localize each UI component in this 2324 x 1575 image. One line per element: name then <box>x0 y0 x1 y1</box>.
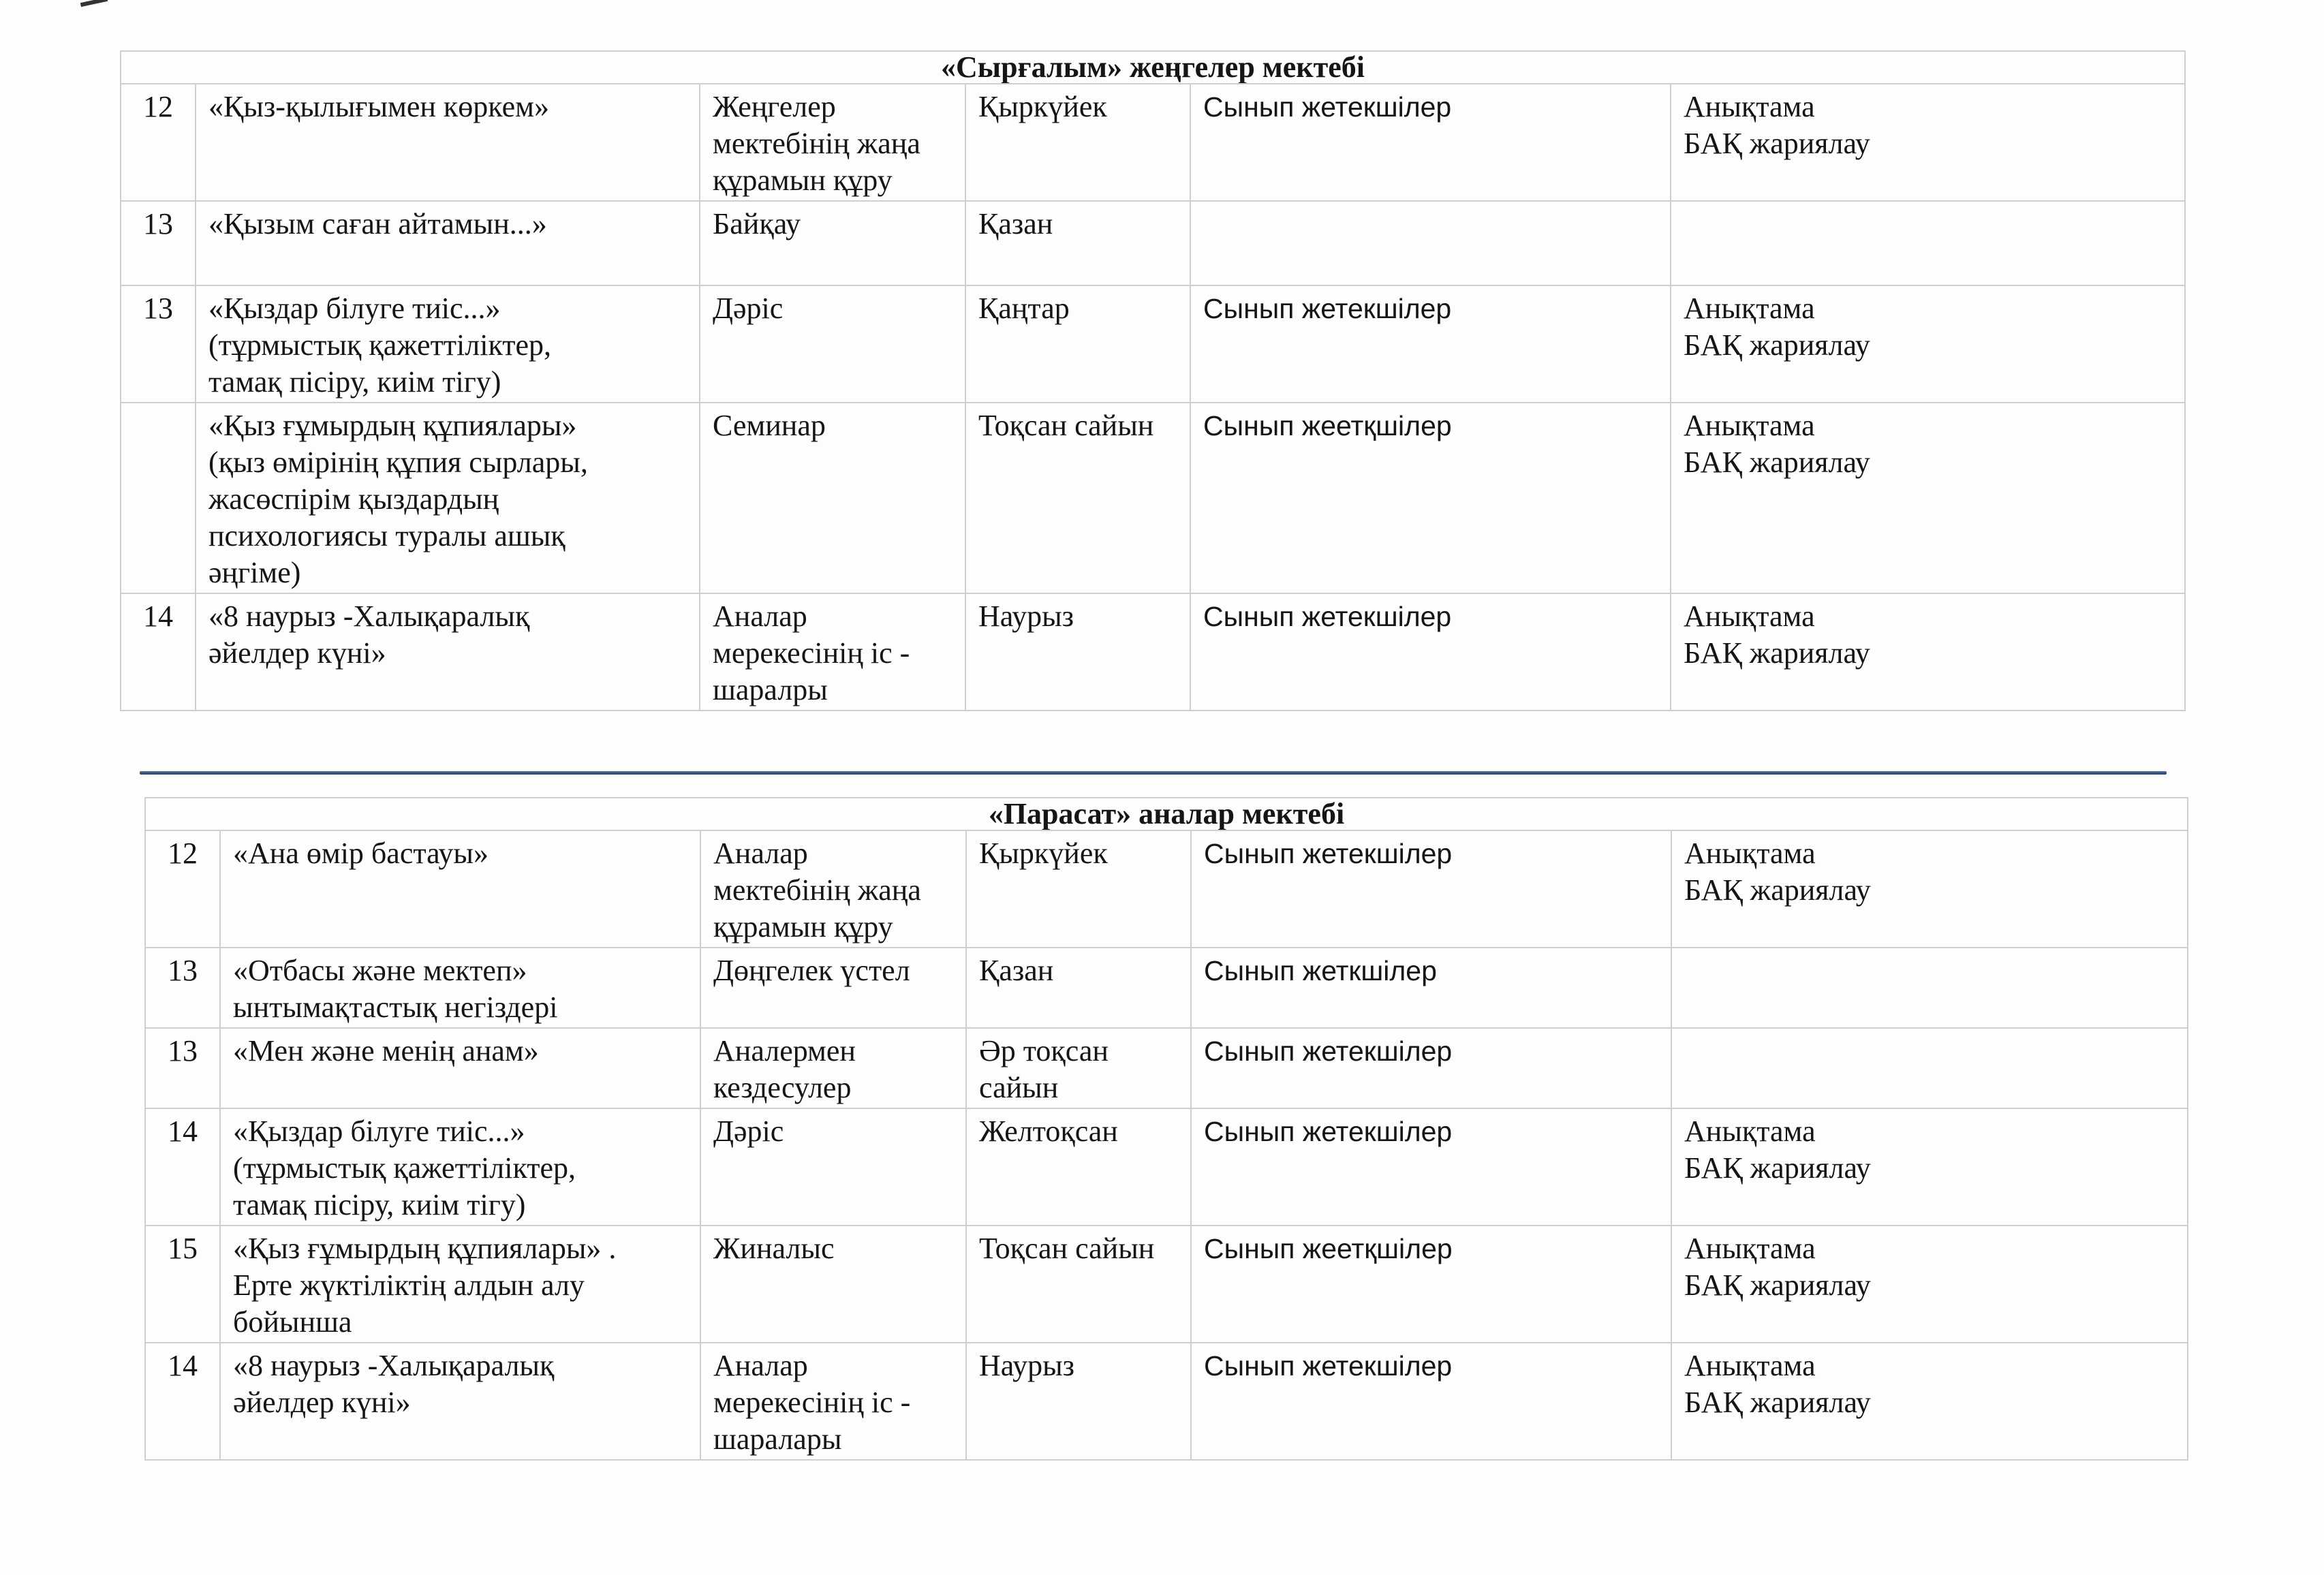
event-cell: «Қыз ғұмырдың құпиялары» . Ерте жүктіліктің алдын алу бойынша <box>220 1226 700 1343</box>
responsible-cell: Сынып жеткшілер <box>1191 948 1671 1028</box>
responsible-cell: Сынып жеетқшілер <box>1191 1226 1671 1343</box>
table-title-row <box>145 798 2188 830</box>
row-number: 14 <box>145 1108 220 1226</box>
row-number: 13 <box>121 285 196 403</box>
time-cell: Желтоқсан <box>966 1108 1191 1226</box>
time-cell: Тоқсан сайын <box>965 403 1190 593</box>
parasat-school-table <box>144 797 2188 1461</box>
table-row <box>145 1028 2188 1108</box>
time-cell: Қыркүйек <box>965 84 1190 201</box>
responsible-cell: Сынып жетекшілер <box>1190 593 1671 711</box>
time-cell: Қыркүйек <box>966 830 1191 948</box>
result-cell: Анықтама БАҚ жариялау <box>1671 84 2185 201</box>
responsible-cell: Сынып жетекшілер <box>1191 1108 1671 1226</box>
form-cell: Дәріс <box>700 285 965 403</box>
time-cell: Әр тоқсан сайын <box>966 1028 1191 1108</box>
form-cell: Байқау <box>700 201 965 285</box>
responsible-cell: Сынып жеетқшілер <box>1190 403 1671 593</box>
row-number <box>121 403 196 593</box>
result-cell: Анықтама БАҚ жариялау <box>1671 1108 2188 1226</box>
table-row <box>121 403 2185 593</box>
result-cell: Анықтама БАҚ жариялау <box>1671 285 2185 403</box>
table-row <box>145 1343 2188 1460</box>
time-cell: Қазан <box>966 948 1191 1028</box>
responsible-cell: Сынып жетекшілер <box>1191 1343 1671 1460</box>
event-cell: «Қыздар білуге тиіс...» (тұрмыстық қажеттіліктер, тамақ пісіру, киім тігу) <box>220 1108 700 1226</box>
event-cell: «8 наурыз -Халықаралық әйелдер күні» <box>220 1343 700 1460</box>
event-cell: «Қыздар білуге тиіс...» (тұрмыстық қажеттіліктер, тамақ пісіру, киім тігу) <box>196 285 700 403</box>
table-title: «Сырғалым» жеңгелер мектебі <box>121 51 2185 84</box>
form-cell: Аналар мерекесінің іс - шаралары <box>700 1343 966 1460</box>
row-number: 13 <box>121 201 196 285</box>
result-cell <box>1671 948 2188 1028</box>
time-cell: Наурыз <box>965 593 1190 711</box>
event-cell: «Ана өмір бастауы» <box>220 830 700 948</box>
sirgalym-school-table <box>120 50 2186 711</box>
row-number: 14 <box>145 1343 220 1460</box>
result-cell: Анықтама БАҚ жариялау <box>1671 403 2185 593</box>
table-row <box>145 1226 2188 1343</box>
table-row <box>121 285 2185 403</box>
result-cell: Анықтама БАҚ жариялау <box>1671 1226 2188 1343</box>
event-cell: «Қызым саған айтамын...» <box>196 201 700 285</box>
table-row <box>121 84 2185 201</box>
result-cell: Анықтама БАҚ жариялау <box>1671 1343 2188 1460</box>
form-cell: Дәріс <box>700 1108 966 1226</box>
table-row <box>145 830 2188 948</box>
scan-corner-mark <box>80 0 108 7</box>
responsible-cell: Сынып жетекшілер <box>1190 84 1671 201</box>
row-number: 14 <box>121 593 196 711</box>
event-cell: «Қыз ғұмырдың құпиялары» (қыз өмірінің құпия сырлары, жасөспірім қыздардың психологиясы туралы ашық әңгіме) <box>196 403 700 593</box>
responsible-cell <box>1190 201 1671 285</box>
table-title-row <box>121 51 2185 84</box>
table-row <box>145 948 2188 1028</box>
table-title: «Парасат» аналар мектебі <box>145 798 2188 830</box>
form-cell: Аналар мектебінің жаңа құрамын құру <box>700 830 966 948</box>
responsible-cell: Сынып жетекшілер <box>1191 830 1671 948</box>
row-number: 13 <box>145 1028 220 1108</box>
form-cell: Дөңгелек үстел <box>700 948 966 1028</box>
form-cell: Аналермен кездесулер <box>700 1028 966 1108</box>
result-cell: Анықтама БАҚ жариялау <box>1671 593 2185 711</box>
form-cell: Жеңгелер мектебінің жаңа құрамын құру <box>700 84 965 201</box>
time-cell: Қазан <box>965 201 1190 285</box>
event-cell: «Қыз-қылығымен көркем» <box>196 84 700 201</box>
event-cell: «8 наурыз -Халықаралық әйелдер күні» <box>196 593 700 711</box>
row-number: 12 <box>121 84 196 201</box>
time-cell: Тоқсан сайын <box>966 1226 1191 1343</box>
table-row <box>121 201 2185 285</box>
table-row <box>145 1108 2188 1226</box>
form-cell: Аналар мерекесінің іс - шаралры <box>700 593 965 711</box>
event-cell: «Мен және менің анам» <box>220 1028 700 1108</box>
row-number: 15 <box>145 1226 220 1343</box>
time-cell: Қаңтар <box>965 285 1190 403</box>
form-cell: Жиналыс <box>700 1226 966 1343</box>
table-row <box>121 593 2185 711</box>
result-cell <box>1671 1028 2188 1108</box>
row-number: 13 <box>145 948 220 1028</box>
form-cell: Семинар <box>700 403 965 593</box>
result-cell: Анықтама БАҚ жариялау <box>1671 830 2188 948</box>
section-divider <box>140 771 2167 775</box>
event-cell: «Отбасы және мектеп» ынтымақтастық негіздері <box>220 948 700 1028</box>
time-cell: Наурыз <box>966 1343 1191 1460</box>
row-number: 12 <box>145 830 220 948</box>
result-cell <box>1671 201 2185 285</box>
responsible-cell: Сынып жетекшілер <box>1191 1028 1671 1108</box>
responsible-cell: Сынып жетекшілер <box>1190 285 1671 403</box>
